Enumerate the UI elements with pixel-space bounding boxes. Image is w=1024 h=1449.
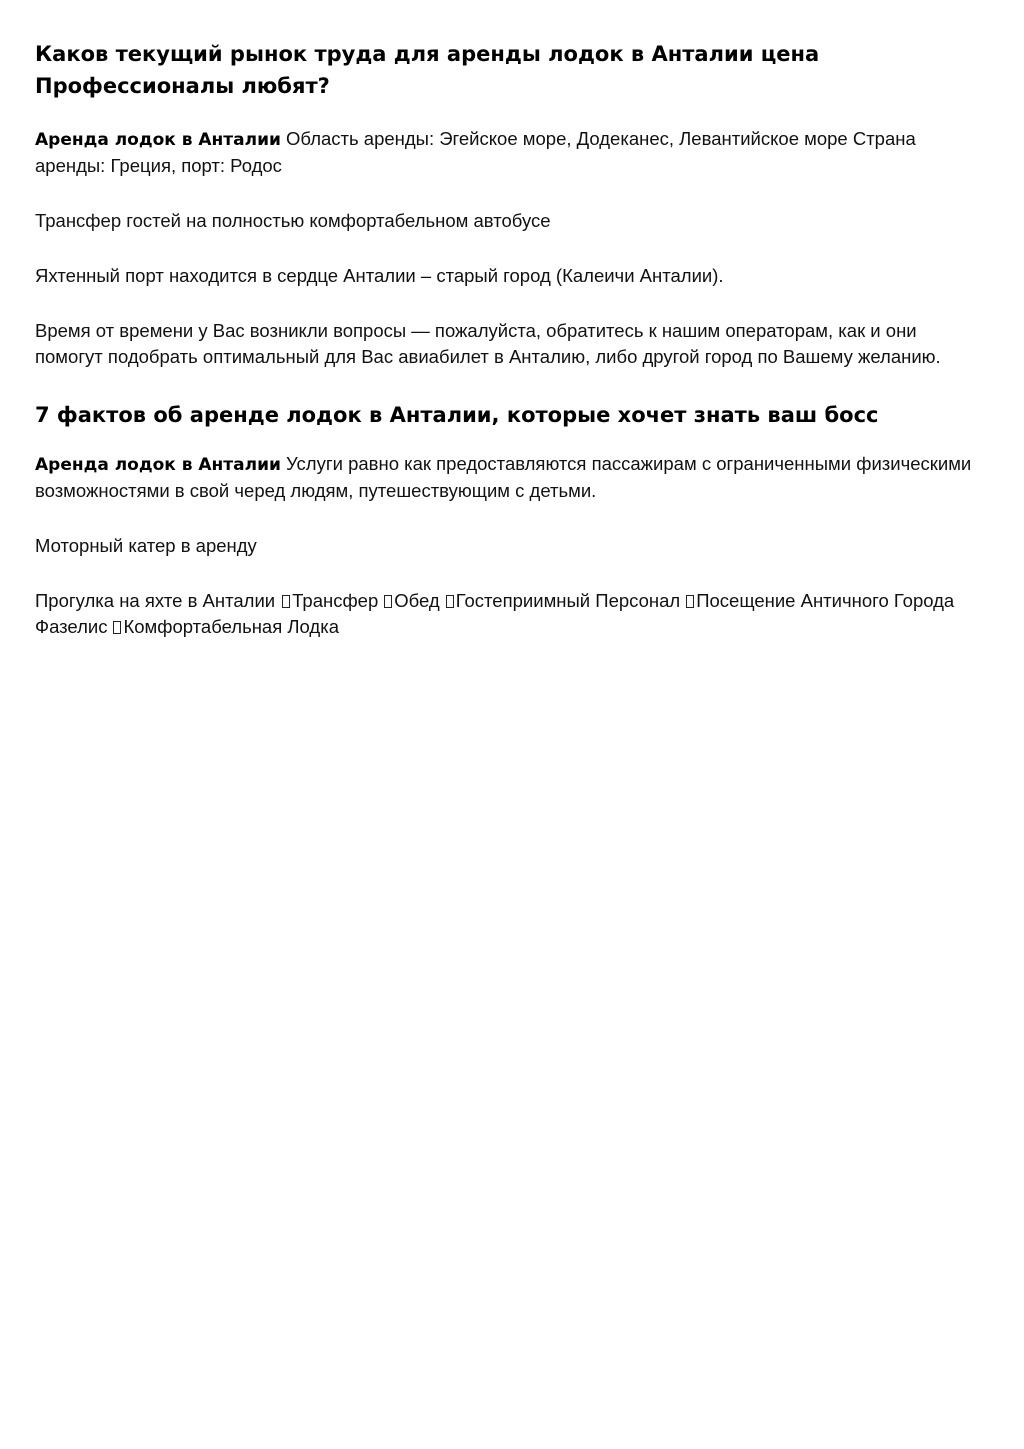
paragraph-yacht-tour — [35, 588, 984, 640]
missing-glyph-icon — [686, 595, 694, 608]
main-heading: Каков текущий рынок труда для аренды лодок в Анталии цена Профессионалы любят? — [35, 42, 820, 98]
tour-item: Комфортабельная Лодка — [123, 616, 339, 637]
tour-intro: Прогулка на яхте в Анталии — [35, 590, 276, 611]
bold-lead: Аренда лодок в Анталии — [35, 130, 281, 150]
tour-item: Трансфер — [292, 590, 379, 611]
missing-glyph-icon — [113, 621, 121, 634]
tour-item: Гостеприимный Персонал — [455, 590, 681, 611]
section-heading: 7 фактов об аренде лодок в Анталии, которые хочет знать ваш босс — [35, 403, 879, 427]
tour-item: Обед — [394, 590, 440, 611]
paragraph-rental-area — [35, 126, 984, 179]
missing-glyph-icon — [282, 595, 290, 608]
paragraph-text: Область аренды: Эгейское море, Додеканес, Левантийское море Страна аренды: Греция, порт: Родос — [35, 128, 916, 176]
paragraph-motor-boat: Моторный катер в аренду — [35, 535, 257, 556]
paragraph-yacht-port: Яхтенный порт находится в сердце Анталии – старый город (Калеичи Анталии). — [35, 265, 724, 286]
bold-lead: Аренда лодок в Анталии — [35, 455, 281, 475]
missing-glyph-icon — [384, 595, 392, 608]
tour-item: Посещение Античного Города Фазелис — [35, 590, 955, 637]
paragraph-services — [35, 451, 984, 504]
missing-glyph-icon — [446, 595, 454, 608]
paragraph-transfer: Трансфер гостей на полностью комфортабельном автобусе — [35, 210, 551, 231]
paragraph-questions: Время от времени у Вас возникли вопросы — пожалуйста, обратитесь к нашим операторам, как и они помогут подобрать оптимальный для Вас авиабилет в Анталию, либо другой город по Вашему желанию. — [35, 320, 941, 367]
paragraph-text: Услуги равно как предоставляются пассажирам с ограниченными физическими возможностями в свой черед людям, путешествующим с детьми. — [35, 453, 972, 501]
